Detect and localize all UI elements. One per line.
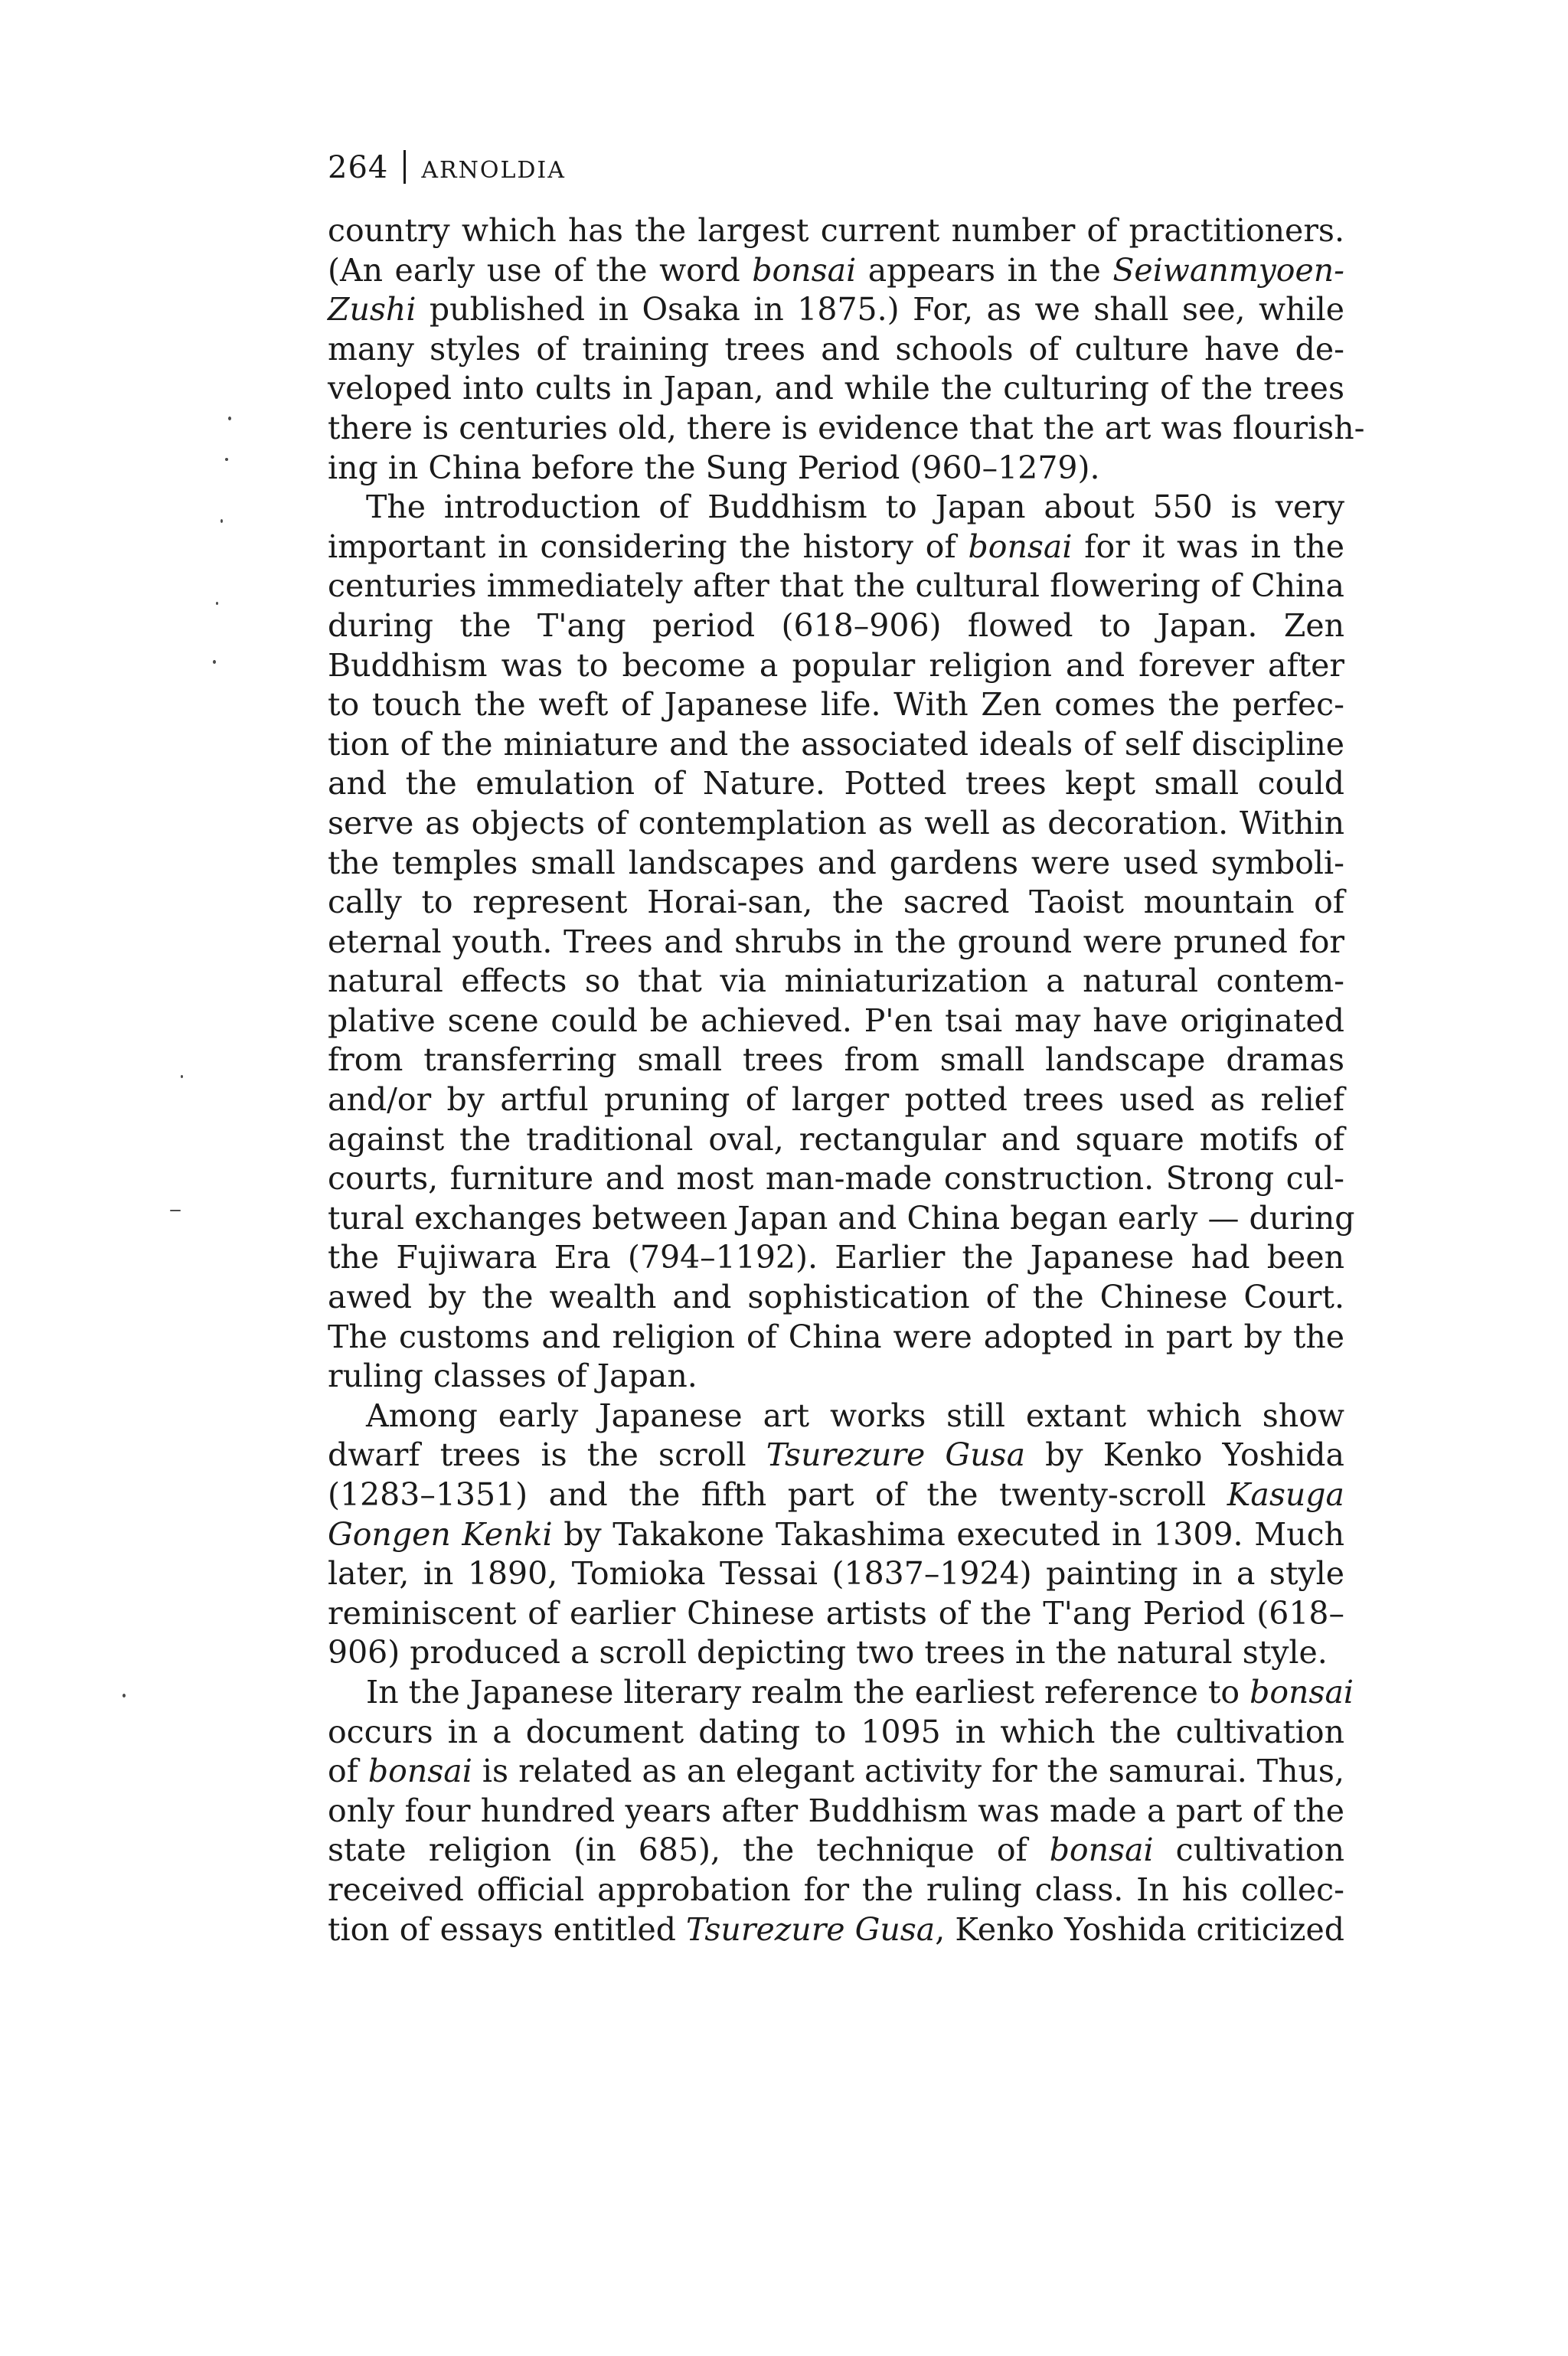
text-line: plative scene could be achieved. P'en tsai may have originated — [328, 1002, 1344, 1039]
text-line: ruling classes of Japan. — [328, 1358, 697, 1395]
text-line: many styles of training trees and schools of culture have de- — [328, 330, 1344, 368]
scan-speck — [170, 1210, 181, 1211]
text-line: tion of the miniature and the associated ideals of self discipline — [328, 725, 1344, 763]
text-line: courts, furniture and most man-made construction. Strong cul- — [328, 1160, 1344, 1198]
text-line: Buddhism was to become a popular religion and forever after — [328, 646, 1344, 684]
text-line: only four hundred years after Buddhism was made a part of the — [328, 1792, 1344, 1829]
scan-speck — [220, 519, 223, 523]
text-line: serve as objects of contemplation as well as decoration. Within — [328, 804, 1344, 841]
page-number: 264 — [328, 150, 389, 185]
text-line: natural effects so that via miniaturization a natural contem- — [328, 962, 1344, 1000]
text-line: later, in 1890, Tomioka Tessai (1837–1924) painting in a style — [328, 1555, 1344, 1593]
body-text — [328, 211, 1365, 1949]
text-line: veloped into cults in Japan, and while the culturing of the trees — [328, 370, 1344, 407]
scan-speck — [216, 602, 218, 605]
text-line: Among early Japanese art works still extant which show — [366, 1397, 1344, 1434]
text-line: reminiscent of earlier Chinese artists of the T'ang Period (618– — [328, 1594, 1344, 1632]
text-line: of bonsai is related as an elegant activity for the samurai. Thus, — [328, 1753, 1344, 1790]
text-line: occurs in a document dating to 1095 in which the cultivation — [328, 1713, 1344, 1750]
text-line: The introduction of Buddhism to Japan about 550 is very — [366, 489, 1344, 526]
text-line: tion of essays entitled Tsurezure Gusa, Kenko Yoshida criticized — [328, 1910, 1344, 1948]
text-line: cally to represent Horai-san, the sacred Taoist mountain of — [328, 884, 1344, 921]
text-line: the temples small landscapes and gardens were used symboli- — [328, 844, 1344, 881]
text-line: In the Japanese literary realm the earliest reference to bonsai — [366, 1673, 1354, 1711]
text-line: The customs and religion of China were adopted in part by the — [328, 1318, 1344, 1355]
text-line: during the T'ang period (618–906) flowed to Japan. Zen — [328, 606, 1344, 644]
text-line: country which has the largest current number of practitioners. — [328, 212, 1344, 249]
scan-speck — [181, 1075, 183, 1078]
text-line: ing in China before the Sung Period (960–1279). — [328, 449, 1100, 486]
text-line: to touch the weft of Japanese life. With Zen comes the perfec- — [328, 686, 1344, 724]
text-line: eternal youth. Trees and shrubs in the ground were pruned for — [328, 923, 1344, 960]
scan-speck — [228, 417, 231, 420]
text-line: awed by the wealth and sophistication of the Chinese Court. — [328, 1279, 1344, 1316]
text-line: (1283–1351) and the fifth part of the twenty-scroll Kasuga — [328, 1476, 1344, 1513]
text-line: (An early use of the word bonsai appears in the Seiwanmyoen- — [328, 251, 1344, 289]
text-line: Zushi published in Osaka in 1875.) For, as we shall see, while — [328, 291, 1344, 328]
text-line: and the emulation of Nature. Potted trees kept small could — [328, 765, 1344, 802]
journal-title: ARNOLDIA — [421, 157, 566, 184]
text-line: received official approbation for the ruling class. In his collec- — [328, 1871, 1344, 1908]
text-line: and/or by artful pruning of larger potted trees used as relief — [328, 1081, 1344, 1119]
scan-speck — [225, 458, 228, 461]
text-line: 906) produced a scroll depicting two trees in the natural style. — [328, 1634, 1328, 1671]
scan-speck — [213, 660, 216, 664]
text-line: the Fujiwara Era (794–1192). Earlier the Japanese had been — [328, 1239, 1344, 1276]
text-line: against the traditional oval, rectangular and square motifs of — [328, 1120, 1344, 1158]
text-line: centuries immediately after that the cultural flowering of China — [328, 567, 1344, 605]
text-line: from transferring small trees from small landscape dramas — [328, 1041, 1344, 1079]
text-line: tural exchanges between Japan and China began early — during — [328, 1199, 1355, 1237]
text-line: dwarf trees is the scroll Tsurezure Gusa by Kenko Yoshida — [328, 1436, 1344, 1474]
header-separator — [403, 150, 406, 184]
text-line: Gongen Kenki by Takakone Takashima executed in 1309. Much — [328, 1515, 1344, 1553]
text-line: state religion (in 685), the technique of bonsai cultivation — [328, 1832, 1344, 1869]
running-head — [328, 150, 566, 185]
text-line: important in considering the history of bonsai for it was in the — [328, 528, 1344, 565]
text-line: there is centuries old, there is evidence that the art was flourish- — [328, 409, 1365, 446]
scan-speck — [122, 1694, 126, 1698]
